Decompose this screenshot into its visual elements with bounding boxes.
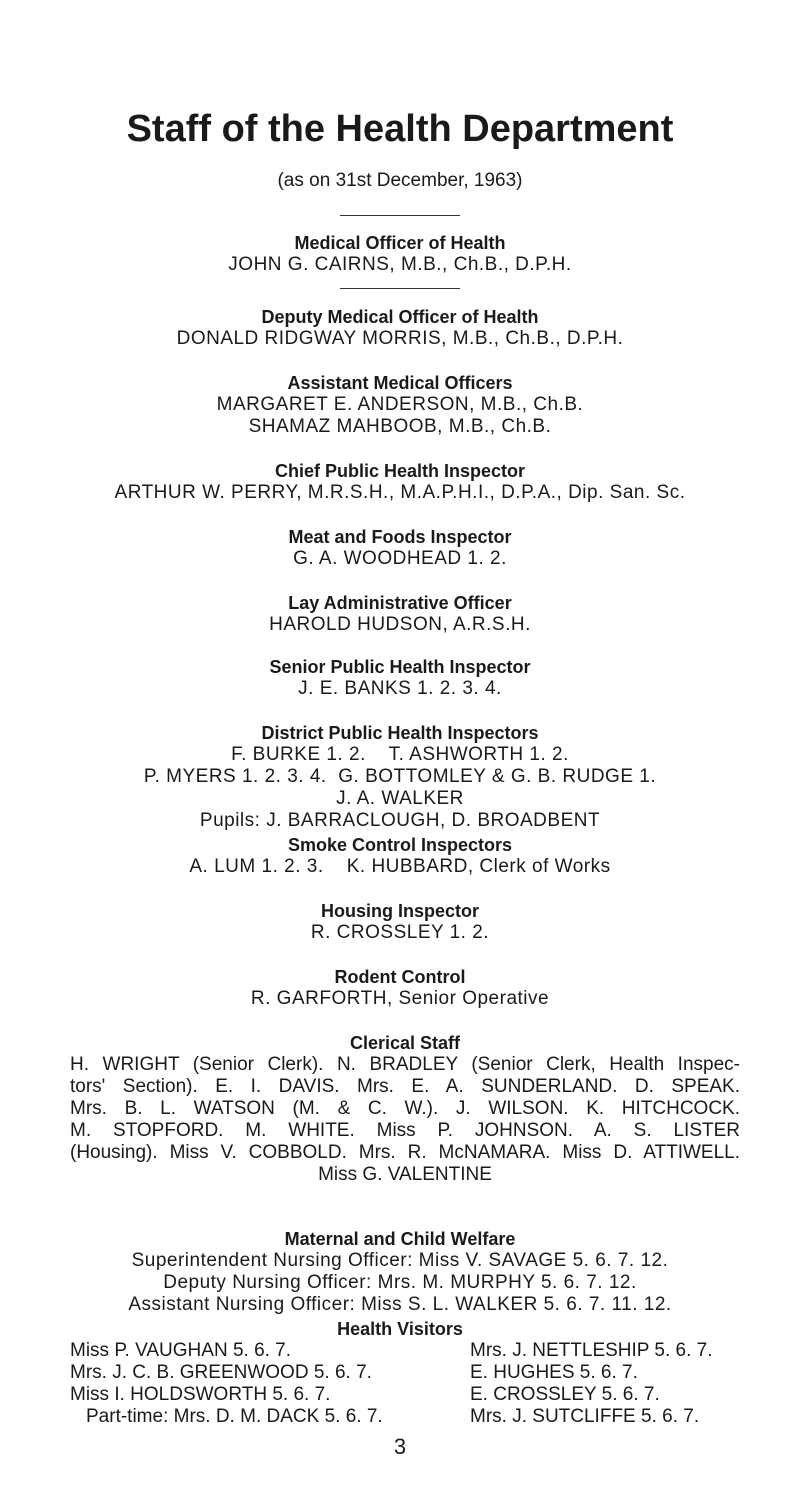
divider xyxy=(340,288,460,289)
visitor-entry: Mrs. J. C. B. GREENWOOD 5. 6. 7. xyxy=(70,1362,372,1383)
section-senior-phi xyxy=(0,656,800,700)
section-heading: Clerical Staff xyxy=(349,1033,461,1053)
staff-name: R. GARFORTH, Senior Operative xyxy=(250,988,550,1009)
visitor-entry: Miss I. HOLDSWORTH 5. 6. 7. xyxy=(70,1384,331,1405)
visitor-entry: Part-time: Mrs. D. M. DACK 5. 6. 7. xyxy=(86,1406,383,1427)
section-maternal xyxy=(0,1228,800,1316)
staff-line: P. MYERS 1. 2. 3. 4. G. BOTTOMLEY & G. B. RUDGE 1. xyxy=(143,766,657,787)
page-title: Staff of the Health Department xyxy=(126,108,674,150)
section-visitors-heading xyxy=(0,1318,800,1340)
section-heading: Medical Officer of Health xyxy=(294,233,506,253)
section-heading: Smoke Control Inspectors xyxy=(287,835,513,855)
section-heading: Deputy Medical Officer of Health xyxy=(261,307,539,327)
staff-name: R. CROSSLEY 1. 2. xyxy=(310,922,490,943)
section-heading: Lay Administrative Officer xyxy=(288,593,512,613)
staff-line: Deputy Nursing Officer: Mrs. M. MURPHY 5. 6. 7. 12. xyxy=(163,1272,637,1293)
staff-line: Miss G. VALENTINE xyxy=(318,1164,492,1185)
staff-line: Mrs. B. L. WATSON (M. & C. W.). J. WILSON. K. HITCHCOCK. xyxy=(70,1098,740,1119)
section-heading: Housing Inspector xyxy=(320,901,479,921)
visitor-entry: Mrs. J. SUTCLIFFE 5. 6. 7. xyxy=(470,1406,700,1427)
staff-line: H. WRIGHT (Senior Clerk). N. BRADLEY (Senior Clerk, Health Inspec- xyxy=(70,1054,740,1075)
section-clerical xyxy=(70,1032,740,1186)
visitor-entry: E. CROSSLEY 5. 6. 7. xyxy=(470,1384,660,1405)
staff-line: J. A. WALKER xyxy=(336,788,464,809)
section-housing xyxy=(0,900,800,944)
section-lay xyxy=(0,592,800,636)
section-heading: Rodent Control xyxy=(334,967,466,987)
staff-name: DONALD RIDGWAY MORRIS, M.B., Ch.B., D.P.H. xyxy=(176,328,624,349)
staff-name: SHAMAZ MAHBOOB, M.B., Ch.B. xyxy=(248,416,552,437)
section-heading: Meat and Foods Inspector xyxy=(288,527,512,547)
page-subtitle: (as on 31st December, 1963) xyxy=(277,170,523,191)
staff-line: M. STOPFORD. M. WHITE. Miss P. JOHNSON. A. S. LISTER xyxy=(70,1120,740,1141)
staff-name: MARGARET E. ANDERSON, M.B., Ch.B. xyxy=(216,394,584,415)
section-rodent xyxy=(0,966,800,1010)
staff-name: ARTHUR W. PERRY, M.R.S.H., M.A.P.H.I., D.P.A., Dip. San. Sc. xyxy=(114,482,686,503)
section-heading: District Public Health Inspectors xyxy=(261,723,539,743)
staff-line: tors' Section). E. I. DAVIS. Mrs. E. A. SUNDERLAND. D. SPEAK. xyxy=(70,1076,740,1097)
section-meat xyxy=(0,526,800,570)
page-number: 3 xyxy=(393,1434,407,1459)
section-deputy xyxy=(0,306,800,350)
visitor-entry: Miss P. VAUGHAN 5. 6. 7. xyxy=(70,1340,292,1361)
staff-name: HAROLD HUDSON, A.R.S.H. xyxy=(269,614,531,635)
section-heading: Chief Public Health Inspector xyxy=(274,461,526,481)
staff-name: JOHN G. CAIRNS, M.B., Ch.B., D.P.H. xyxy=(228,254,572,275)
section-assistant xyxy=(0,372,800,438)
section-moh xyxy=(0,232,800,276)
section-heading: Assistant Medical Officers xyxy=(287,373,513,393)
section-heading: Senior Public Health Inspector xyxy=(269,657,531,677)
staff-line: (Housing). Miss V. COBBOLD. Mrs. R. McNAMARA. Miss D. ATTIWELL. xyxy=(70,1142,740,1163)
visitor-entry: Mrs. J. NETTLESHIP 5. 6. 7. xyxy=(470,1340,713,1361)
staff-line: Pupils: J. BARRACLOUGH, D. BROADBENT xyxy=(199,810,601,831)
section-district xyxy=(0,722,800,832)
staff-name: J. E. BANKS 1. 2. 3. 4. xyxy=(298,678,502,699)
section-heading: Health Visitors xyxy=(337,1319,463,1339)
visitor-entry: E. HUGHES 5. 6. 7. xyxy=(470,1362,638,1383)
staff-line: Superintendent Nursing Officer: Miss V. SAVAGE 5. 6. 7. 12. xyxy=(131,1250,669,1271)
section-smoke xyxy=(0,834,800,878)
divider xyxy=(340,215,460,216)
staff-line: F. BURKE 1. 2. T. ASHWORTH 1. 2. xyxy=(231,744,569,765)
staff-line: Assistant Nursing Officer: Miss S. L. WALKER 5. 6. 7. 11. 12. xyxy=(128,1294,672,1315)
staff-name: G. A. WOODHEAD 1. 2. xyxy=(293,548,507,569)
section-chief-phi xyxy=(0,460,800,504)
staff-line: A. LUM 1. 2. 3. K. HUBBARD, Clerk of Works xyxy=(189,856,611,877)
section-heading: Maternal and Child Welfare xyxy=(284,1229,516,1249)
